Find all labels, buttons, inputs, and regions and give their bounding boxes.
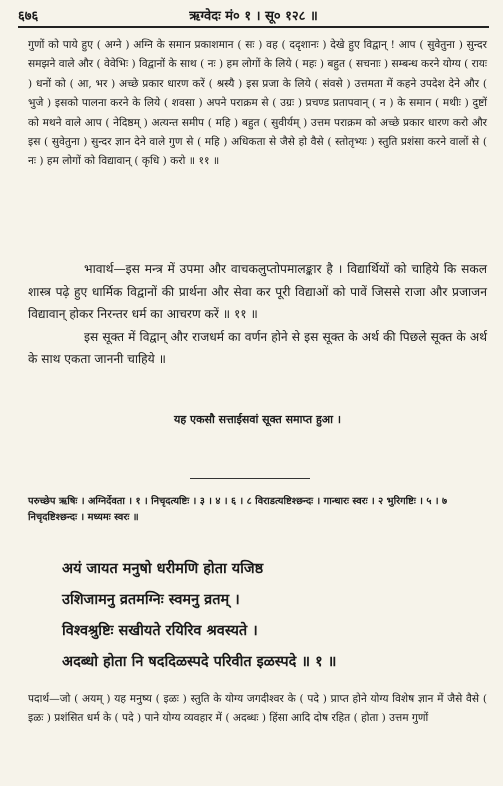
page-number: ६७६	[18, 9, 39, 24]
header-rule	[18, 26, 489, 28]
commentary-paragraph: गुणों को पाये हुए ( अग्ने ) अग्नि के समान प्रकाशमान ( सः ) वह ( ददृशानः ) देखे हुए विद्वान् ! आप ( सुवेतुना ) सुन्दर समझने वाले और ( वेवेभिः ) विद्वानों के साथ ( नः ) हम लोगों के लिये ( महः ) बहुत ( सचनाः ) सम्बन्ध करने योग्य ( रायः ) धनों को ( आ, भर ) अच्छे प्रकार धारण करें ( श्रस्यै ) इस प्रजा के लिये ( संवसे ) उत्तमता में कहने उपदेश देने और ( भुजे ) इसको पालना करने के लिये ( शवसा ) अपने पराक्रम से ( उग्रः ) प्रचण्ड प्रतापवान् ( न ) के समान ( मथीः ) दुष्टों को मथने वाले आप ( नेदिष्ठम् ) अत्यन्त समीप ( महि ) बहुत ( सुवीर्यम् ) उत्तम पराक्रम को अच्छे प्रकार धारण करो और इस ( सुवेतुना ) सुन्दर ज्ञान देने वाले गुण से ( महि ) अधिकता से जैसे हो वैसे ( स्तोतृभ्यः ) स्तुति प्रशंसा करने वालों से ( नः ) हम लोगों को विद्यावान् ( कृधि ) करो ॥ ११ ॥	[28, 39, 487, 168]
bhavarth-section	[28, 258, 487, 371]
verse-line: उशिजामनु व्रतमग्निः स्वमनु व्रतम् ।	[62, 591, 240, 608]
sukta-colophon: यह एकसौ सत्ताईसवां सूक्त समाप्त हुआ ।	[173, 413, 342, 426]
verse-line: विश्वश्रुष्टिः सखीयते रयिरिव श्रवस्यते ।	[62, 622, 258, 639]
verse-line: अयं जायत मनुषो धरीमणि होता यजिष्ठ	[62, 560, 264, 577]
rishi-devata-chhanda: परुच्छेप ऋषिः । अग्निर्देवता । १ । निचृदत्यष्टिः । ३ । ४ । ६ । ८ विराडत्यष्टिश्छन्दः । गान्धारः स्वरः । २ भुरिगष्टिः । ५ । ७ निचृदष्टिश्छन्दः । मध्यमः स्वरः ॥	[28, 496, 448, 523]
divider	[190, 478, 310, 479]
mantra-verse	[62, 553, 487, 677]
verse-line: अदब्धो होता नि षददिळस्पदे परिवीत इळस्पदे ॥ १ ॥	[62, 653, 337, 670]
padarth-paragraph: पदार्थ—जो ( अयम् ) यह मनुष्य ( इळः ) स्तुति के योग्य जगदीश्वर के ( पदे ) प्राप्त होने योग्य विशेष ज्ञान में जैसे वैसे ( इळः ) प्रशंसित धर्म के ( पदे ) पाने योग्य व्यवहार में ( अदब्धः ) हिंसा आदि दोष रहित ( होता ) उत्तम गुणों	[28, 693, 487, 725]
sukta-summary: इस सूक्त में विद्वान् और राजधर्म का वर्णन होने से इस सूक्त के अर्थ की पिछले सूक्त के अर्थ के साथ एकता जाननी चाहिये ॥	[28, 329, 487, 366]
running-title: ऋग्वेदः मं० १ । सू० १२८ ॥	[189, 9, 318, 24]
page-header	[18, 4, 489, 26]
bhavarth-paragraph: भावार्थ—इस मन्त्र में उपमा और वाचकलुप्तोपमालङ्कार है । विद्यार्थियों को चाहिये कि सकल शास्त्र पढ़े हुए धार्मिक विद्वानों की प्रार्थना और सेवा कर पूरी विद्याओं को पावें जिससे राजा और प्रजाजन विद्यावान् होकर निरन्तर धर्म का आचरण करें ॥ ११ ॥	[28, 262, 487, 321]
